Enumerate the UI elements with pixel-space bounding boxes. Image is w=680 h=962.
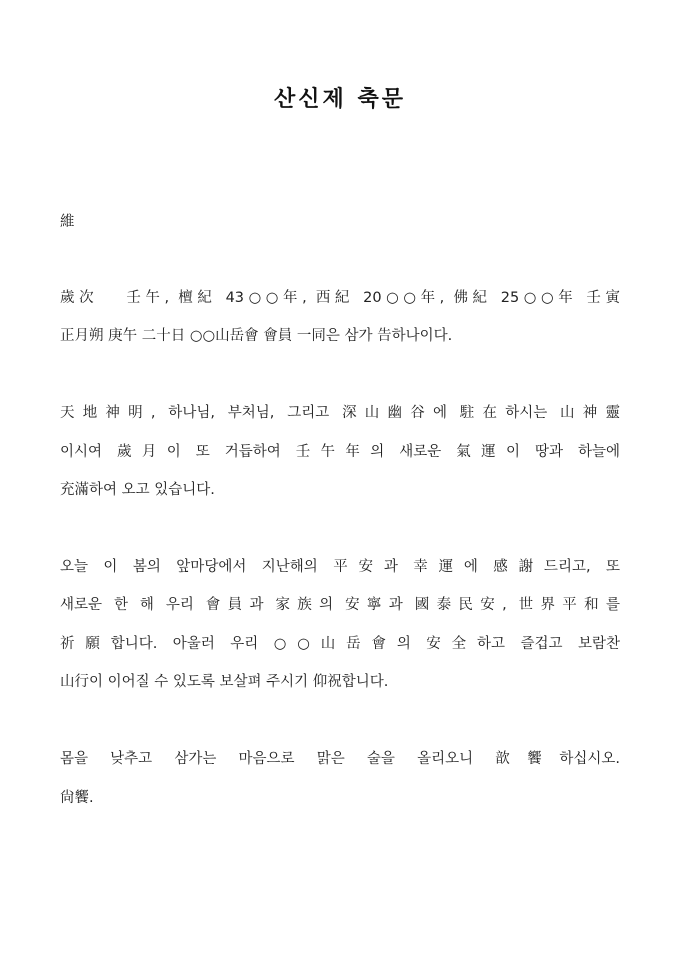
paragraph-line: 새로운 한 해 우리 會員과 家族의 安寧과 國泰民安, 世界平和를 — [60, 597, 620, 613]
paragraph-line: 이시여 歲月이 또 거듭하여 壬午年의 새로운 氣運이 땅과 하늘에 — [60, 444, 620, 460]
paragraph-line: 充滿하여 오고 있습니다. — [60, 482, 215, 498]
document-title: 산신제 축문 — [274, 87, 406, 112]
paragraph-line: 天地神明, 하나님, 부처님, 그리고 深山幽谷에 駐在하시는 山神靈 — [60, 405, 620, 421]
paragraph-line: 祈願합니다. 아울러 우리 ○○山岳會의 安全하고 즐겁고 보람찬 — [60, 636, 620, 652]
paragraph-line: 正月朔 庚午 二十日 ○○山岳會 會員 一同은 삼가 告하나이다. — [60, 328, 453, 344]
paragraph-line: 오늘 이 봄의 앞마당에서 지난해의 平安과 幸運에 感謝드리고, 또 — [60, 559, 620, 575]
opening-text: 維 — [60, 214, 75, 230]
paragraph-line: 尙饗. — [60, 790, 94, 806]
paragraph-line: 歲次 壬午, 檀紀 43○○年, 西紀 20○○年, 佛紀 25○○年 壬寅 — [60, 290, 620, 306]
paragraph-line: 몸을 낮추고 삼가는 마음으로 맑은 술을 올리오니 歆饗하십시오. — [60, 751, 620, 767]
paragraph-line: 山行이 이어질 수 있도록 보살펴 주시기 仰祝합니다. — [60, 674, 389, 690]
